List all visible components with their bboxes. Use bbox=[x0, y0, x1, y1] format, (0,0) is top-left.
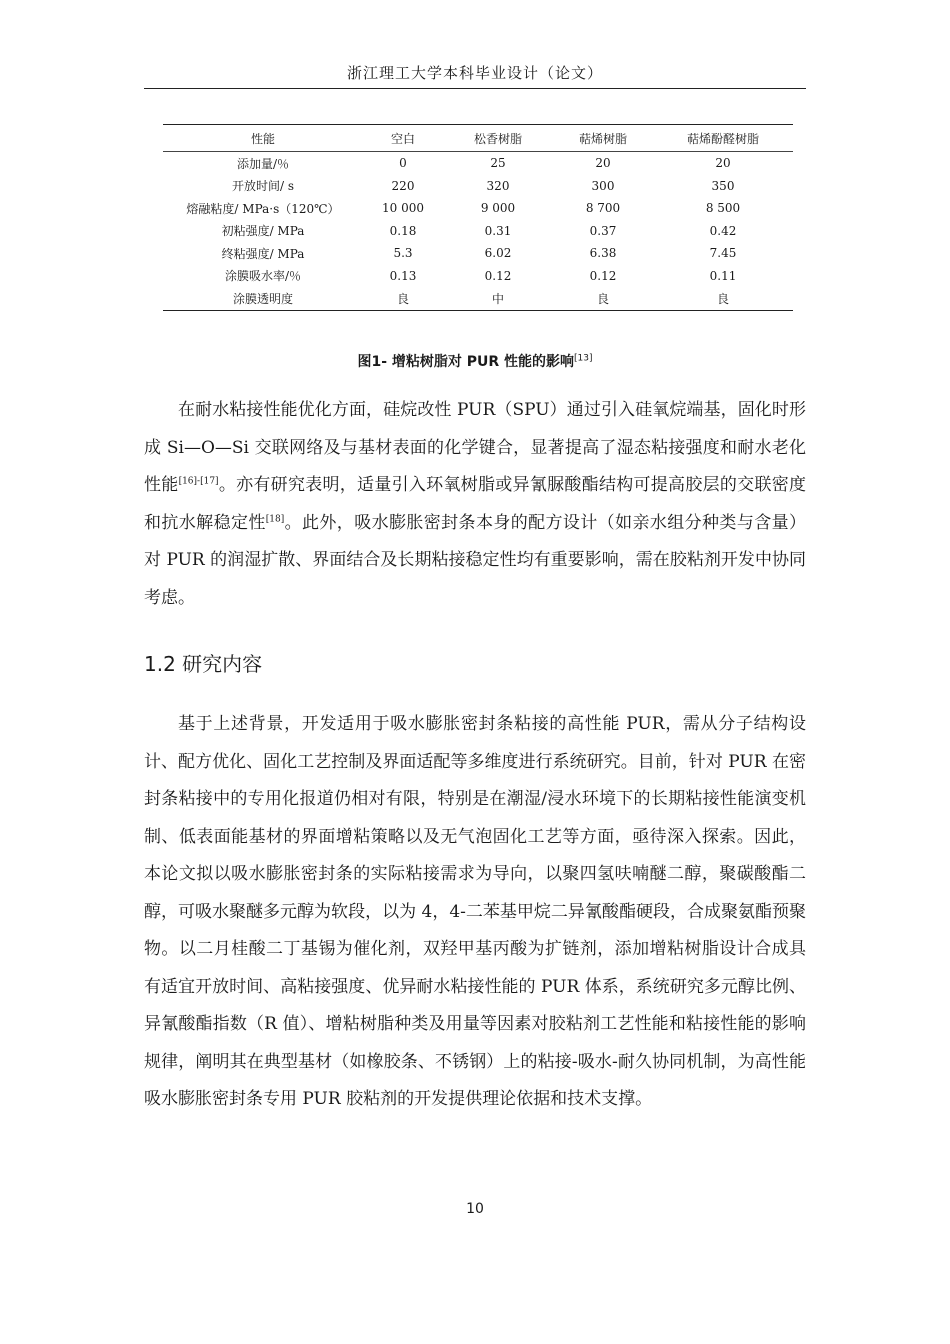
table-row bbox=[163, 242, 793, 265]
page-number: 10 bbox=[466, 1201, 484, 1217]
table-cell: 0.42 bbox=[709, 223, 737, 238]
data-table bbox=[163, 124, 793, 311]
page-header: 浙江理工大学本科毕业设计（论文） bbox=[144, 62, 806, 89]
table-cell: 0 bbox=[399, 156, 407, 171]
table-cell: 25 bbox=[490, 156, 506, 171]
table-cell: 初粘强度/ MPa bbox=[221, 224, 305, 239]
table-cell: 终粘强度/ MPa bbox=[221, 246, 305, 261]
figure-caption-text: 图1- 增粘树脂对 PUR 性能的影响 bbox=[357, 354, 575, 370]
table-row bbox=[163, 197, 793, 220]
table-cell: 350 bbox=[711, 178, 735, 193]
table-cell: 0.37 bbox=[589, 223, 617, 238]
table-row bbox=[163, 287, 793, 310]
table-row bbox=[163, 152, 793, 175]
column-header: 空白 bbox=[390, 131, 415, 146]
table-row bbox=[163, 220, 793, 243]
table-cell: 10 000 bbox=[382, 201, 424, 216]
table-cell: 7.45 bbox=[709, 246, 737, 261]
table-row bbox=[163, 265, 793, 288]
section-heading: 1.2 研究内容 bbox=[144, 652, 263, 676]
figure-caption bbox=[0, 351, 950, 371]
table-cell: 220 bbox=[391, 178, 415, 193]
table-cell: 9 000 bbox=[480, 201, 516, 216]
column-header: 萜烯树脂 bbox=[578, 131, 627, 146]
citation-ref: [16]-[17] bbox=[178, 476, 219, 487]
table-header-row bbox=[163, 125, 793, 152]
table-cell: 0.18 bbox=[389, 223, 417, 238]
table-cell: 300 bbox=[591, 178, 615, 193]
citation-ref: [18] bbox=[265, 513, 285, 524]
table-cell: 涂膜透明度 bbox=[232, 291, 293, 306]
table-cell: 良 bbox=[716, 291, 729, 306]
column-header: 萜烯酚醛树脂 bbox=[686, 131, 759, 146]
table-cell: 0.13 bbox=[389, 268, 417, 283]
table-cell: 开放时间/ s bbox=[231, 179, 295, 194]
table-cell: 5.3 bbox=[393, 246, 413, 261]
table-cell: 0.11 bbox=[709, 268, 737, 283]
table-cell: 6.02 bbox=[484, 246, 512, 261]
paragraph-text: 。此外，吸水膨胀密封条本身的配方设计（如亲水组分种类与含量）对 PUR 的润湿扩散、界面结合及长期粘接稳定性均有重要影响，需在胶粘剂开发中协同考虑。 bbox=[144, 512, 807, 608]
paragraph-text: 在耐水粘接性能优化方面，硅烷改性 PUR（SPU）通过引入硅氧烷端基，固化时形成 Si—O—Si 交联网络及与基材表面的化学键合，显著提高了湿态粘接强度和耐水老化性能 bbox=[144, 400, 806, 495]
table-cell: 中 bbox=[491, 291, 504, 306]
column-header: 松香树脂 bbox=[473, 131, 522, 146]
column-header: 性能 bbox=[250, 131, 275, 146]
table-cell: 0.31 bbox=[484, 223, 512, 238]
table-cell: 320 bbox=[486, 178, 510, 193]
citation-ref: [13] bbox=[574, 353, 593, 364]
table-cell: 添加量/％ bbox=[236, 156, 290, 171]
table-cell: 20 bbox=[595, 156, 611, 171]
table-cell: 熔融粘度/ MPa·s（120℃） bbox=[186, 201, 340, 216]
table-cell: 0.12 bbox=[589, 268, 617, 283]
table-cell: 0.12 bbox=[484, 268, 512, 283]
body-paragraph: 基于上述背景，开发适用于吸水膨胀密封条粘接的高性能 PUR，需从分子结构设计、配方优化、固化工艺控制及界面适配等多维度进行系统研究。目前，针对 PUR 在密封条粘接中的专用化报道仍相对有限，特别是在潮湿/浸水环境下的长期粘接性能演变机制、低表面能基材的界面增粘策略以及无气泡固化工艺等方面，亟待深入探索。因此，本论文拟以吸水膨胀密封条的实际粘接需求为导向，以聚四氢呋喃醚二醇，聚碳酸酯二醇，可吸水聚醚多元醇为软段，以为 4，4-二苯基甲烷二异氰酸酯硬段，合成聚氨酯预聚物。以二月桂酸二丁基锡为催化剂，双羟甲基丙酸为扩链剂，添加增粘树脂设计合成具有适宜开放时间、高粘接强度、优异耐水粘接性能的 PUR 体系，系统研究多元醇比例、异氰酸酯指数（R 值）、增粘树脂种类及用量等因素对胶粘剂工艺性能和粘接性能的影响规律，阐明其在典型基材（如橡胶条、不锈钢）上的粘接-吸水-耐久协同机制，为高性能吸水膨胀密封条专用 PUR 胶粘剂的开发提供理论依据和技术支撑。 bbox=[144, 714, 806, 1109]
table-row bbox=[163, 175, 793, 198]
table-cell: 6.38 bbox=[589, 246, 617, 261]
tackifier-performance-table bbox=[163, 124, 793, 311]
table-cell: 良 bbox=[396, 291, 409, 306]
body-paragraph bbox=[144, 392, 806, 617]
table-cell: 涂膜吸水率/％ bbox=[224, 269, 302, 284]
paragraph-text: 。亦有研究表明，适量引入环氧树脂或异氰脲酸酯结构可提高胶层的交联密度和抗水解稳定性 bbox=[144, 475, 807, 533]
table-cell: 8 500 bbox=[705, 201, 741, 216]
table-cell: 8 700 bbox=[585, 201, 621, 216]
table-cell: 良 bbox=[596, 291, 609, 306]
table-cell: 20 bbox=[715, 156, 731, 171]
